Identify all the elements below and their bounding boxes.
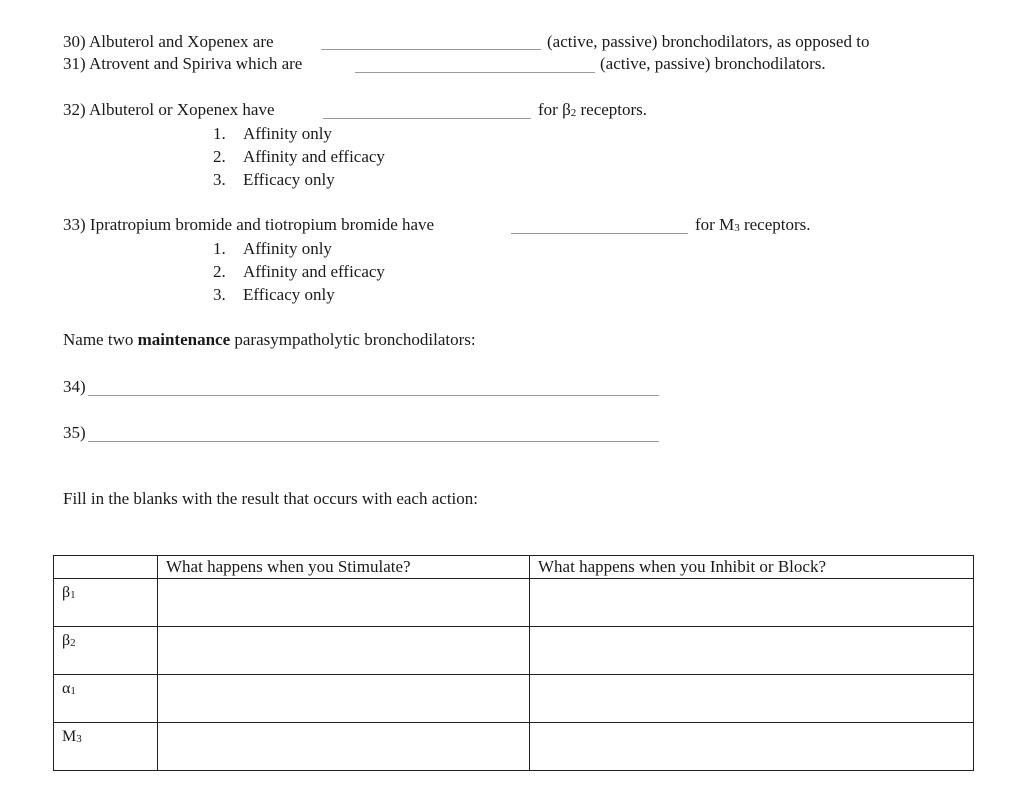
option-number: 1. [213, 239, 226, 258]
question-33-option-2 [213, 262, 385, 282]
stimulate-cell[interactable] [158, 675, 530, 723]
question-31-label: 31) Atrovent and Spiriva which are [63, 54, 303, 73]
question-33-label: 33) Ipratropium bromide and tiotropium bromide have [63, 215, 435, 234]
question-30-suffix: (active, passive) bronchodilators, as opposed to [547, 32, 870, 51]
table-row [54, 675, 974, 723]
option-text: Affinity and efficacy [243, 262, 385, 281]
question-32-option-1 [213, 124, 332, 144]
question-31-suffix: (active, passive) bronchodilators. [600, 54, 826, 73]
table-header-row [54, 556, 974, 579]
question-33-suffix-sub: 3 [734, 222, 740, 234]
question-32-suffix-rest: receptors. [576, 100, 648, 119]
maintenance-prompt-post: parasympatholytic bronchodilators: [230, 330, 476, 349]
question-33-option-1 [213, 239, 332, 259]
inhibit-cell[interactable] [530, 675, 974, 723]
receptor-symbol: M [62, 728, 77, 745]
question-32-option-2 [213, 147, 385, 167]
question-31-blank[interactable] [355, 72, 595, 73]
question-34-blank[interactable] [88, 395, 659, 396]
question-35-label: 35) [63, 423, 86, 442]
receptor-label [54, 675, 158, 723]
table-row [54, 627, 974, 675]
option-text: Affinity only [243, 239, 332, 258]
option-text: Efficacy only [243, 170, 335, 189]
inhibit-cell[interactable] [530, 627, 974, 675]
option-number: 1. [213, 124, 226, 143]
maintenance-prompt [63, 330, 476, 350]
stimulate-cell[interactable] [158, 723, 530, 771]
stimulate-cell[interactable] [158, 579, 530, 627]
option-text: Efficacy only [243, 285, 335, 304]
maintenance-prompt-bold: maintenance [137, 330, 231, 349]
receptor-table [53, 555, 974, 771]
question-34-label: 34) [63, 377, 86, 396]
question-32-suffix [538, 100, 647, 123]
question-33-blank[interactable] [511, 233, 688, 234]
question-30-blank[interactable] [321, 49, 541, 50]
question-33-suffix [695, 215, 811, 238]
table-header-inhibit: What happens when you Inhibit or Block? [530, 556, 974, 579]
question-33-suffix-prefix: for M [695, 215, 735, 234]
inhibit-cell[interactable] [530, 579, 974, 627]
question-32-label: 32) Albuterol or Xopenex have [63, 100, 275, 119]
receptor-subscript: 2 [70, 637, 76, 649]
option-number: 3. [213, 285, 226, 304]
inhibit-cell[interactable] [530, 723, 974, 771]
receptor-subscript: 3 [76, 733, 82, 745]
question-32-blank[interactable] [323, 118, 531, 119]
stimulate-cell[interactable] [158, 627, 530, 675]
question-33-suffix-rest: receptors. [739, 215, 811, 234]
receptor-subscript: 1 [70, 685, 76, 697]
maintenance-prompt-pre: Name two [63, 330, 138, 349]
receptor-label [54, 723, 158, 771]
option-text: Affinity and efficacy [243, 147, 385, 166]
receptor-symbol: β [62, 632, 71, 649]
table-row [54, 723, 974, 771]
receptor-label [54, 579, 158, 627]
question-30-label: 30) Albuterol and Xopenex are [63, 32, 274, 51]
option-number: 2. [213, 147, 226, 166]
question-32-suffix-sub: 2 [570, 107, 577, 119]
option-text: Affinity only [243, 124, 332, 143]
table-row [54, 579, 974, 627]
option-number: 2. [213, 262, 226, 281]
receptor-subscript: 1 [70, 589, 76, 601]
question-35-blank[interactable] [88, 441, 659, 442]
receptor-symbol: α [62, 680, 71, 697]
table-header-stimulate: What happens when you Stimulate? [158, 556, 530, 579]
receptor-symbol: β [62, 584, 71, 601]
question-32-option-3 [213, 170, 335, 190]
question-33-option-3 [213, 285, 335, 305]
option-number: 3. [213, 170, 226, 189]
receptor-label [54, 627, 158, 675]
question-32-suffix-prefix: for β [538, 100, 571, 119]
fill-instructions: Fill in the blanks with the result that occurs with each action: [63, 489, 478, 508]
table-header-empty [54, 556, 158, 579]
